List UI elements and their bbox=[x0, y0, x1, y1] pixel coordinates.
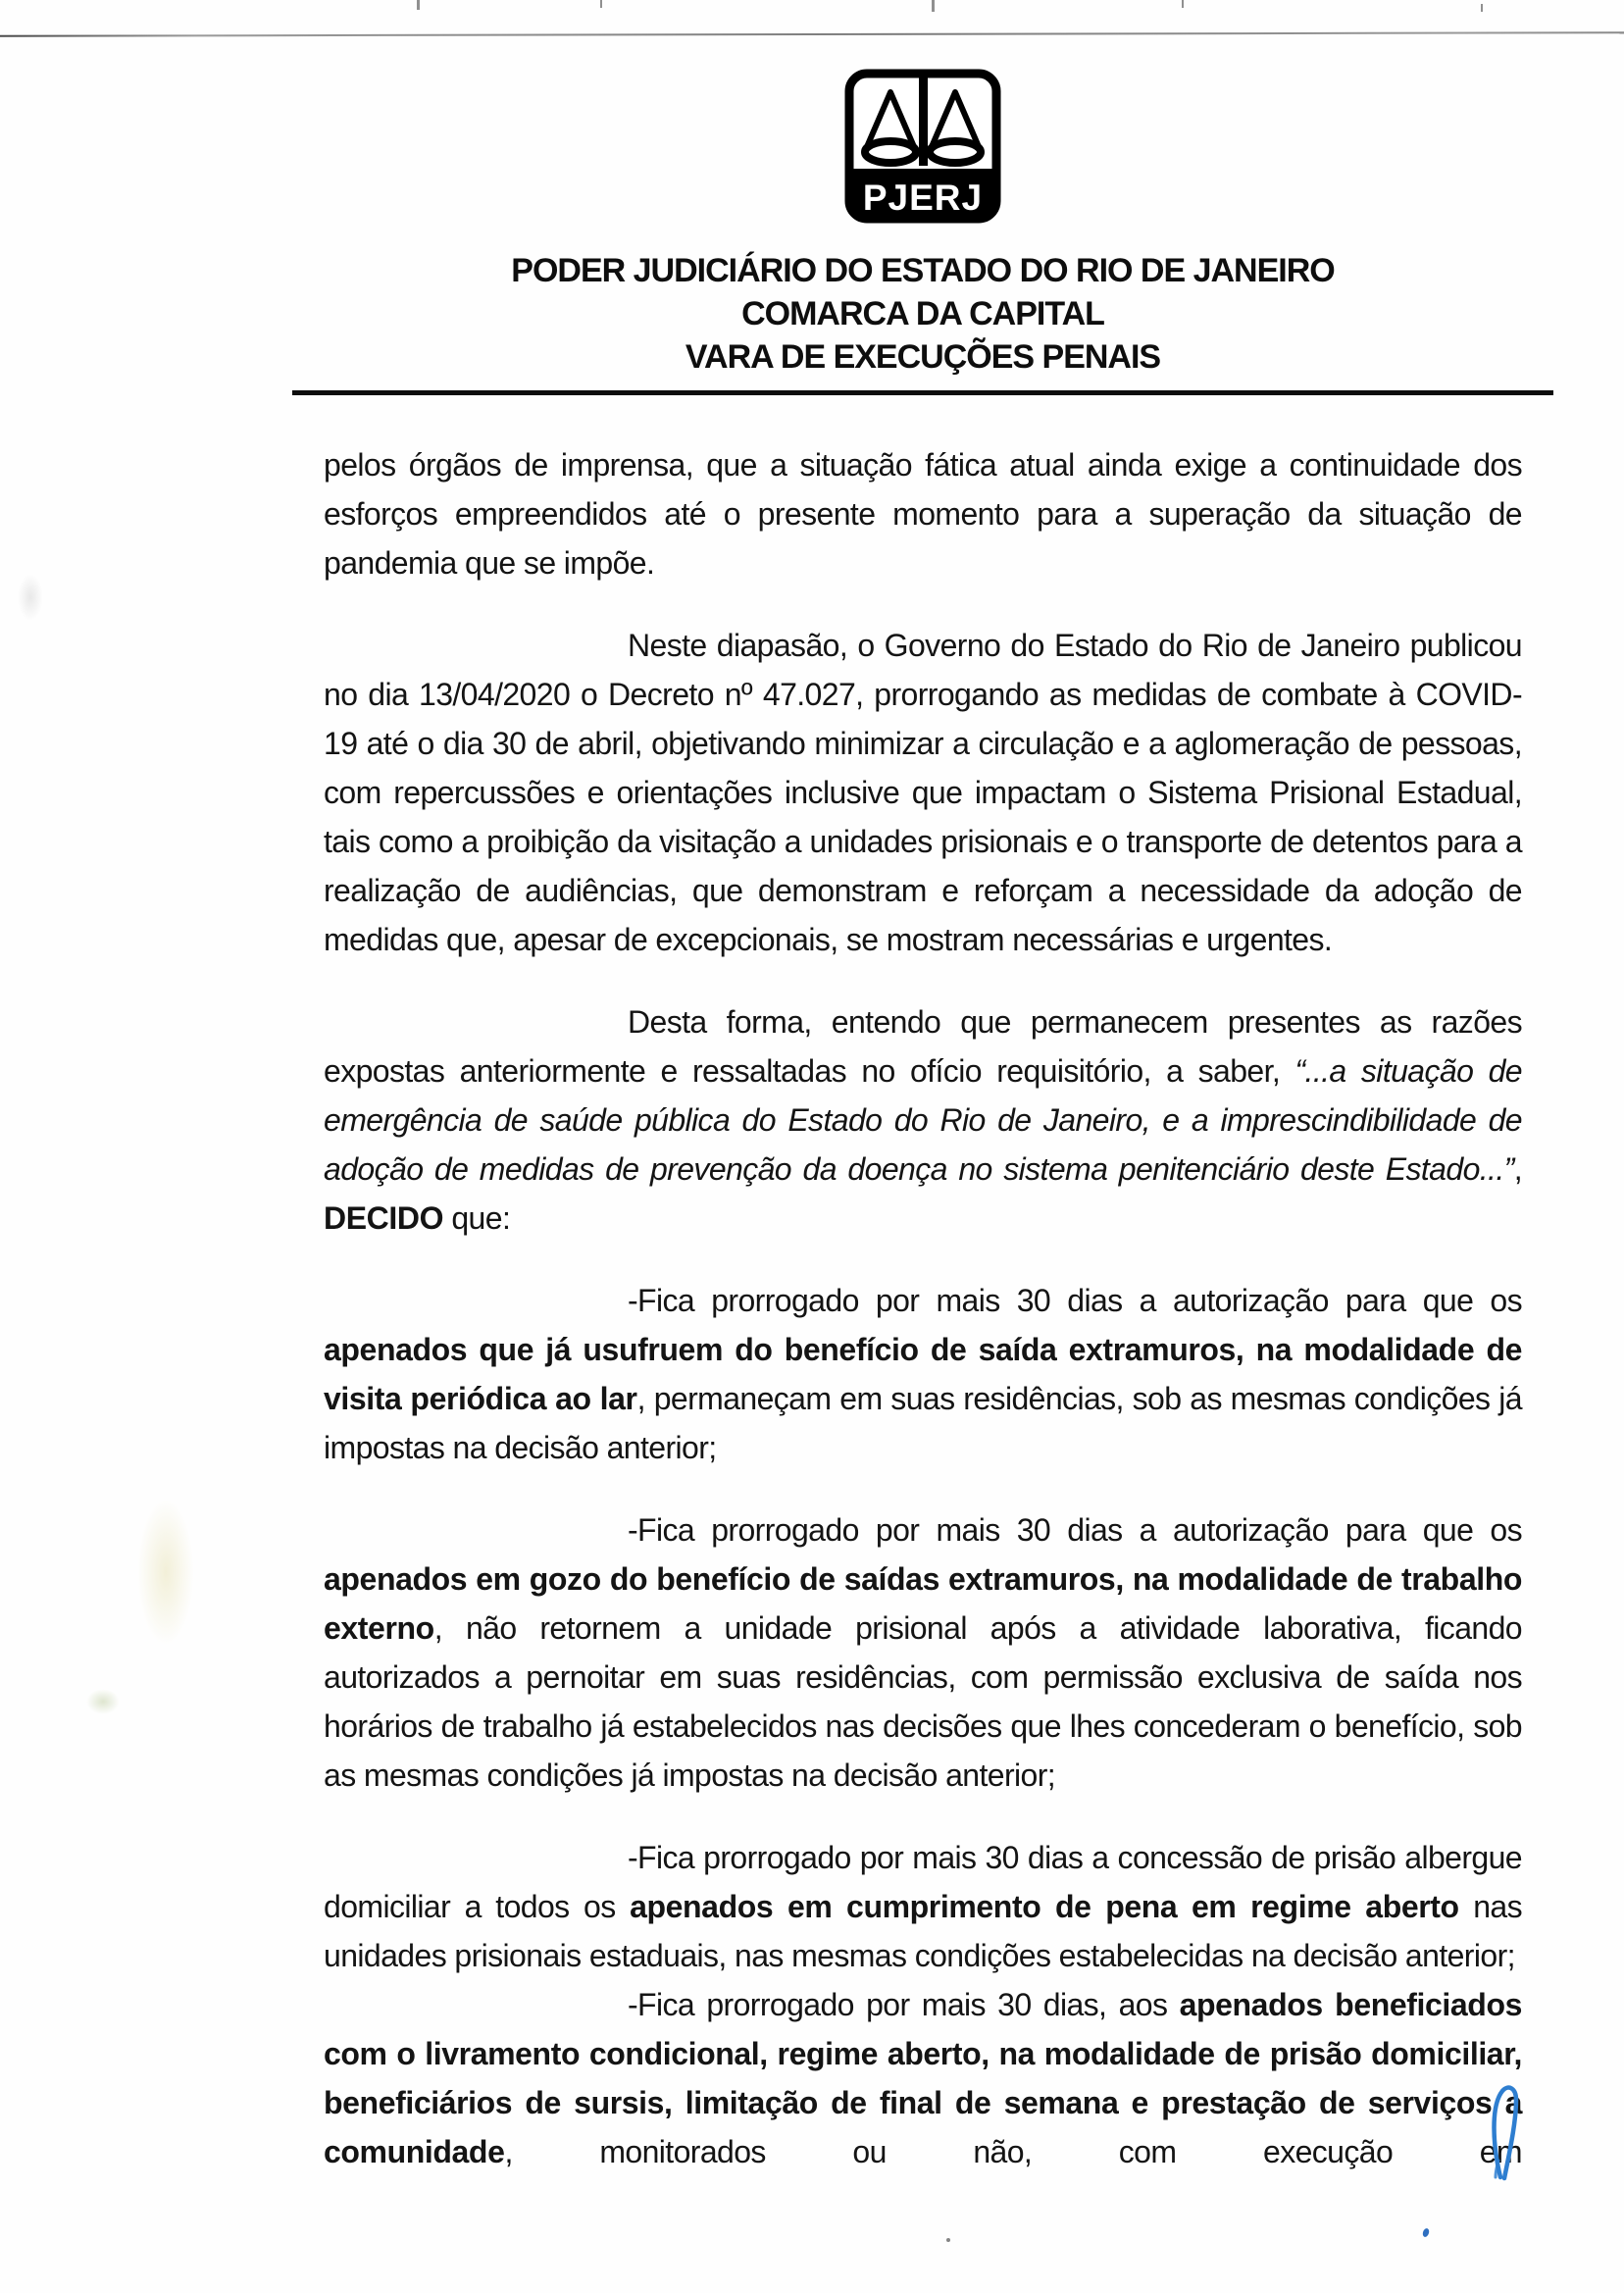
paragraph bbox=[324, 1505, 1522, 1800]
text-run: , bbox=[1513, 1151, 1522, 1187]
paragraph bbox=[324, 997, 1522, 1243]
document-content bbox=[324, 0, 1522, 2176]
bold-text: apenados beneficiados com o livramento condicional, regime aberto, na modalidade de prisão domiciliar, beneficiários de sursis, limitação de final de semana e prestação de serviços a comunidade bbox=[324, 1987, 1522, 2169]
text-run: -Fica prorrogado por mais 30 dias, aos bbox=[628, 1987, 1180, 2022]
paragraph bbox=[324, 1276, 1522, 1472]
text-run: , permaneçam em suas residências, sob as mesmas condições já impostas na decisão anterior; bbox=[324, 1381, 1522, 1465]
header-court-name: PODER JUDICIÁRIO DO ESTADO DO RIO DE JANEIRO bbox=[511, 252, 1335, 289]
bold-text: DECIDO bbox=[324, 1200, 444, 1236]
text-run: -Fica prorrogado por mais 30 dias a autorização para que os bbox=[628, 1512, 1522, 1548]
pjerj-logo bbox=[844, 69, 1001, 224]
bold-text: apenados em gozo do benefício de saídas extramuros, na modalidade de trabalho externo bbox=[324, 1561, 1522, 1646]
paragraph bbox=[324, 1833, 1522, 1980]
text-run: -Fica prorrogado por mais 30 dias a concessão de prisão albergue domiciliar a todos os bbox=[324, 1840, 1522, 1924]
paragraph bbox=[324, 621, 1522, 964]
text-run: , monitorados ou não, com execução em bbox=[504, 2134, 1522, 2169]
text-run: pelos órgãos de imprensa, que a situação fática atual ainda exige a continuidade dos esforços empreendidos até o presente momento para a superação da situação de pandemia que se impõe. bbox=[324, 447, 1522, 581]
document-body bbox=[324, 440, 1522, 2176]
document-header bbox=[324, 249, 1522, 379]
header-vara: VARA DE EXECUÇÕES PENAIS bbox=[685, 338, 1161, 376]
text-run: que: bbox=[443, 1200, 511, 1236]
bold-text: apenados que já usufruem do benefício de saída extramuros, na modalidade de visita periódica ao lar bbox=[324, 1332, 1522, 1416]
logo-text: PJERJ bbox=[862, 178, 984, 218]
scan-smudge bbox=[86, 1689, 120, 1714]
header-rule bbox=[292, 390, 1553, 395]
text-run: nas unidades prisionais estaduais, nas mesmas condições estabelecidas na decisão anterior; bbox=[324, 1889, 1522, 1973]
scan-smudge bbox=[18, 574, 43, 621]
paragraph bbox=[324, 1980, 1522, 2176]
text-run: Desta forma, entendo que permanecem presentes as razões expostas anteriormente e ressaltadas no ofício requisitório, a saber, bbox=[324, 1004, 1522, 1089]
italic-text: “...a situação de emergência de saúde pública do Estado do Rio de Janeiro, e a imprescindibilidade de adoção de medidas de prevenção da doença no sistema penitenciário deste Estado...” bbox=[324, 1053, 1522, 1187]
text-run: , não retornem a unidade prisional após a atividade laborativa, ficando autorizados a pernoitar em suas residências, com permissão exclusiva de saída nos horários de trabalho já estabelecidos nas decisões que lhes concederam o benefício, sob as mesmas condições já impostas na decisão anterior; bbox=[324, 1610, 1522, 1793]
text-run: -Fica prorrogado por mais 30 dias a autorização para que os bbox=[628, 1283, 1522, 1318]
scan-smudge bbox=[137, 1499, 194, 1646]
scales-of-justice-icon bbox=[844, 69, 1001, 224]
scan-speck bbox=[946, 2238, 950, 2242]
header-comarca: COMARCA DA CAPITAL bbox=[741, 295, 1104, 332]
pen-dot-mark bbox=[1422, 2227, 1431, 2238]
paragraph bbox=[324, 440, 1522, 587]
bold-text: apenados em cumprimento de pena em regime aberto bbox=[630, 1889, 1459, 1924]
text-run: Neste diapasão, o Governo do Estado do Rio de Janeiro publicou no dia 13/04/2020 o Decreto nº 47.027, prorrogando as medidas de combate à COVID-19 até o dia 30 de abril, objetivando minimizar a circulação e a aglomeração de pessoas, com repercussões e orientações inclusive que impactam o Sistema Prisional Estadual, tais como a proibição da visitação a unidades prisionais e o transporte de detentos para a realização de audiências, que demonstram e reforçam a necessidade da adoção de medidas que, apesar de excepcionais, se mostram necessárias e urgentes. bbox=[324, 628, 1522, 957]
